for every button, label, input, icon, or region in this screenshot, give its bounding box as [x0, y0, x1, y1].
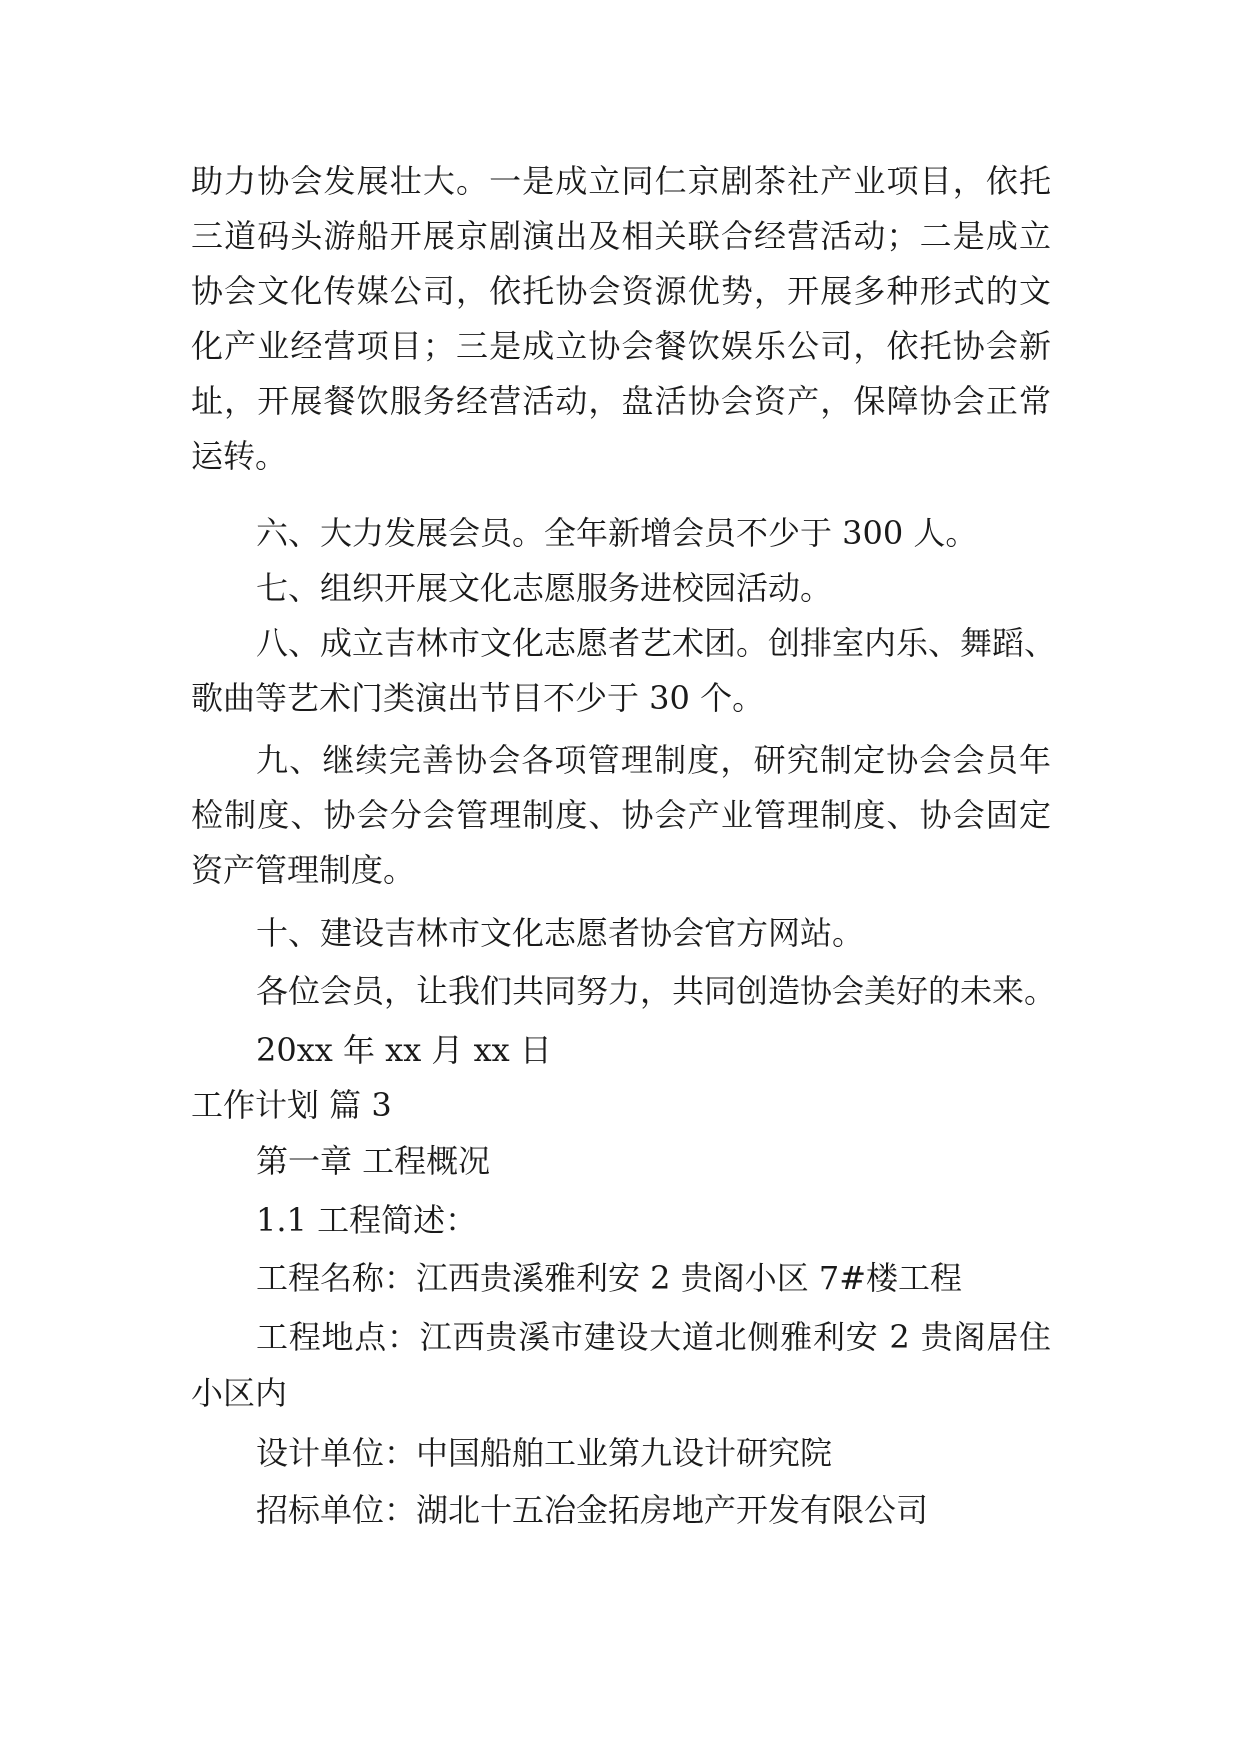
date-line: 20xx 年 xx 月 xx 日 [256, 1031, 552, 1069]
paragraph-line: 助力协会发展壮大。一是成立同仁京剧茶社产业项目，依托 [191, 162, 1051, 200]
paragraph-line: 址，开展餐饮服务经营活动，盘活协会资产，保障协会正常 [191, 382, 1051, 420]
paragraph-line: 资产管理制度。 [191, 851, 416, 889]
paragraph-line: 三道码头游船开展京剧演出及相关联合经营活动；二是成立 [191, 217, 1051, 255]
paragraph-line: 小区内 [191, 1374, 288, 1412]
tender-unit-line: 招标单位：湖北十五冶金拓房地产开发有限公司 [256, 1491, 929, 1529]
paragraph-line: 检制度、协会分会管理制度、协会产业管理制度、协会固定 [191, 796, 1051, 834]
paragraph-line: 化产业经营项目；三是成立协会餐饮娱乐公司，依托协会新 [191, 327, 1051, 365]
paragraph-line: 歌曲等艺术门类演出节目不少于 30 个。 [191, 679, 765, 717]
chapter-heading: 第一章 工程概况 [256, 1142, 491, 1180]
section-heading: 工作计划 篇 3 [191, 1086, 392, 1124]
list-item: 六、大力发展会员。全年新增会员不少于 300 人。 [256, 514, 978, 552]
paragraph-line: 运转。 [191, 437, 288, 475]
list-item: 九、继续完善协会各项管理制度，研究制定协会会员年 [256, 741, 1051, 779]
subsection-heading: 1.1 工程简述： [256, 1201, 478, 1239]
project-location-line: 工程地点：江西贵溪市建设大道北侧雅利安 2 贵阁居住 [256, 1318, 1051, 1356]
list-item: 十、建设吉林市文化志愿者协会官方网站。 [256, 914, 865, 952]
closing-line: 各位会员，让我们共同努力，共同创造协会美好的未来。 [256, 972, 1057, 1010]
list-item: 七、组织开展文化志愿服务进校园活动。 [256, 569, 833, 607]
project-name-line: 工程名称：江西贵溪雅利安 2 贵阁小区 7#楼工程 [256, 1259, 963, 1297]
paragraph-line: 协会文化传媒公司，依托协会资源优势，开展多种形式的文 [191, 272, 1051, 310]
list-item: 八、成立吉林市文化志愿者艺术团。创排室内乐、舞蹈、 [256, 624, 1057, 662]
design-unit-line: 设计单位：中国船舶工业第九设计研究院 [256, 1434, 833, 1472]
